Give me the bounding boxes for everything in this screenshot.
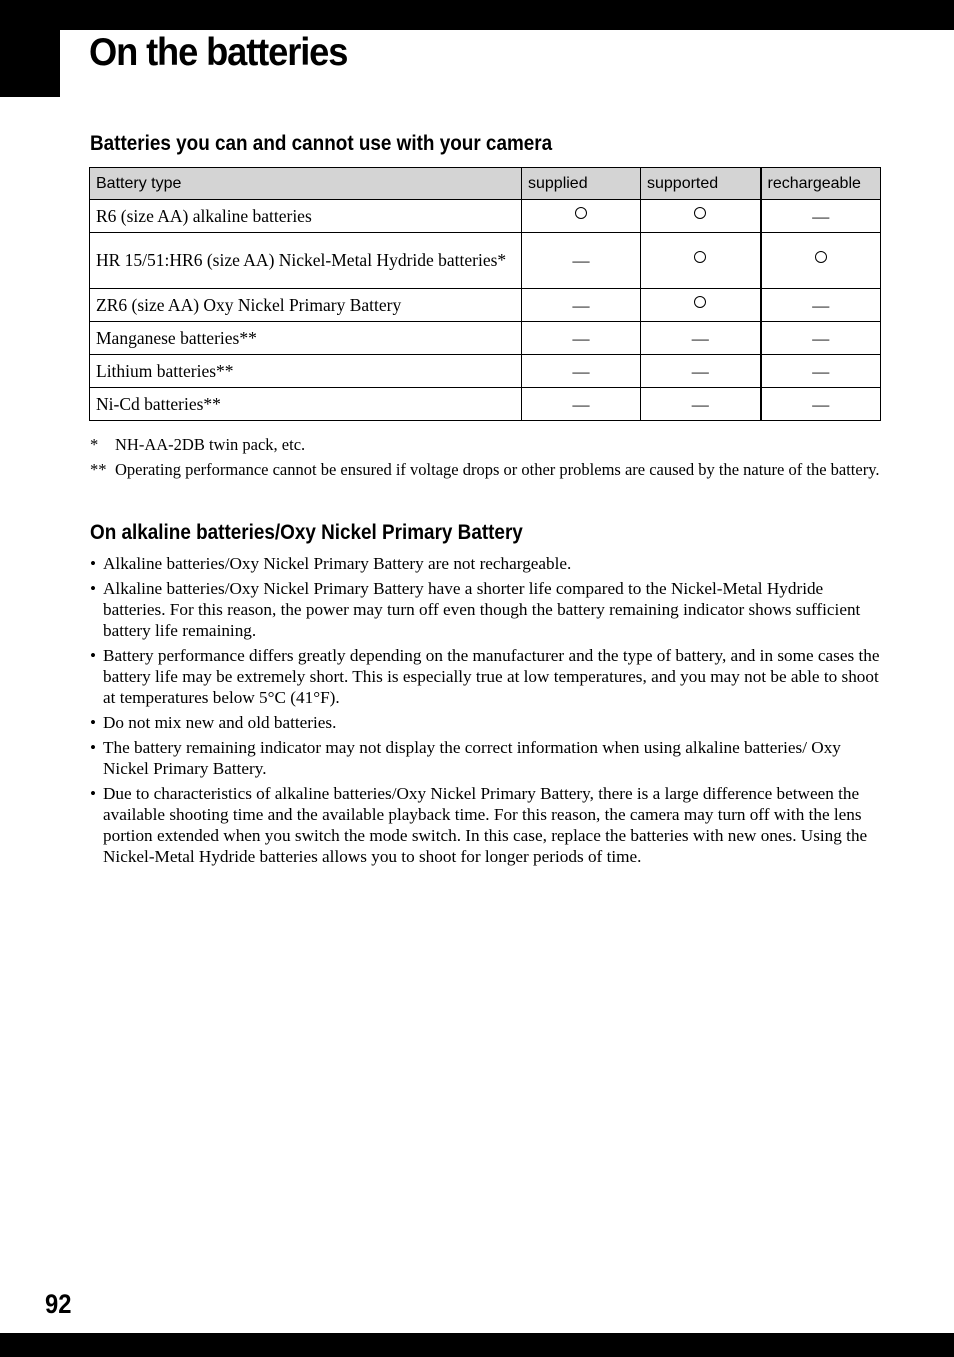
table-header-row (90, 168, 881, 200)
column-header-battery-type: Battery type (90, 168, 522, 200)
dash-icon: — (572, 361, 590, 381)
supplied-cell (522, 388, 641, 421)
supplied-cell (522, 233, 641, 289)
list-item (90, 783, 880, 868)
section-heading-compatible-batteries: Batteries you can and cannot use with your camera (90, 132, 553, 155)
table-row (90, 233, 881, 289)
rechargeable-cell (761, 289, 881, 322)
page-number: 92 (45, 1289, 72, 1319)
circle-icon (815, 251, 827, 263)
table-row (90, 289, 881, 322)
supported-cell (641, 200, 761, 233)
list-item-text: Due to characteristics of alkaline batteries/Oxy Nickel Primary Battery, there is a large difference between the available shooting time and the available playback time. For this reason, the camera may turn off with the lens portion extended when you switch the mode switch. In this case, replace the batteries with new ones. Using the Nickel-Metal Hydride batteries allows you to shoot for longer periods of time. (103, 783, 868, 867)
battery-compatibility-table (89, 167, 881, 421)
rechargeable-cell (761, 322, 881, 355)
rechargeable-cell (761, 233, 881, 289)
dash-icon: — (812, 394, 830, 414)
dash-icon: — (812, 361, 830, 381)
dash-icon: — (572, 394, 590, 414)
table-footnotes (90, 434, 880, 484)
column-header-rechargeable: rechargeable (761, 168, 881, 200)
rechargeable-cell (761, 355, 881, 388)
top-bar (0, 0, 954, 30)
supplied-cell (522, 355, 641, 388)
battery-type-cell: ZR6 (size AA) Oxy Nickel Primary Battery (90, 289, 522, 322)
battery-type-cell: HR 15/51:HR6 (size AA) Nickel-Metal Hydride batteries* (90, 233, 522, 289)
alkaline-notes-list (90, 553, 880, 871)
battery-type-cell: Lithium batteries** (90, 355, 522, 388)
list-item (90, 578, 880, 642)
bullet-icon: • (90, 712, 97, 732)
circle-icon (575, 207, 587, 219)
list-item (90, 737, 880, 779)
rechargeable-cell (761, 200, 881, 233)
list-item-text: Alkaline batteries/Oxy Nickel Primary Battery are not rechargeable. (103, 554, 572, 573)
table-row (90, 388, 881, 421)
dash-icon: — (572, 328, 590, 348)
column-header-supported: supported (641, 168, 761, 200)
circle-icon (694, 207, 706, 219)
battery-type-cell: Ni-Cd batteries** (90, 388, 522, 421)
bullet-icon: • (90, 578, 97, 598)
dash-icon: — (572, 295, 590, 315)
table-row (90, 322, 881, 355)
circle-icon (694, 296, 706, 308)
table-row (90, 355, 881, 388)
circle-icon (694, 251, 706, 263)
supplied-cell (522, 200, 641, 233)
dash-icon: — (812, 328, 830, 348)
dash-icon: — (812, 295, 830, 315)
bottom-bar (0, 1333, 954, 1357)
footnote-marker: ** (90, 460, 107, 479)
supported-cell (641, 233, 761, 289)
table-row (90, 200, 881, 233)
supported-cell (641, 388, 761, 421)
dash-icon: — (572, 251, 590, 270)
list-item-text: Do not mix new and old batteries. (103, 712, 337, 732)
list-item (90, 553, 880, 574)
supported-cell (641, 322, 761, 355)
footnote-marker: * (90, 435, 99, 454)
bullet-icon: • (90, 645, 97, 665)
section-tab-marker (0, 0, 60, 97)
footnote-text: NH-AA-2DB twin pack, etc. (115, 435, 306, 454)
dash-icon: — (691, 328, 709, 348)
dash-icon: — (691, 394, 709, 414)
column-header-supplied: supplied (522, 168, 641, 200)
rechargeable-cell (761, 388, 881, 421)
footnote-text: Operating performance cannot be ensured if voltage drops or other problems are caused by the nature of the battery. (115, 460, 880, 479)
list-item-text: Alkaline batteries/Oxy Nickel Primary Battery have a shorter life compared to the Nickel-Metal Hydride batteries. For this reason, the power may turn off even though the battery remaining indicator shows sufficient battery life remaining. (103, 578, 861, 641)
supplied-cell (522, 289, 641, 322)
bullet-icon: • (90, 737, 97, 757)
dash-icon: — (691, 361, 709, 381)
page-title: On the batteries (89, 31, 348, 74)
section-heading-alkaline-batteries: On alkaline batteries/Oxy Nickel Primary Battery (90, 521, 523, 544)
list-item-text: Battery performance differs greatly depending on the manufacturer and the type of battery, and in some cases the battery life may be extremely short. This is especially true at low temperatures, and you may not be able to shoot at temperatures below 5°C (41°F). (103, 645, 880, 708)
battery-type-cell: R6 (size AA) alkaline batteries (90, 200, 522, 233)
list-item (90, 712, 880, 733)
bullet-icon: • (90, 554, 97, 573)
supported-cell (641, 355, 761, 388)
battery-type-cell: Manganese batteries** (90, 322, 522, 355)
footnote (90, 459, 880, 480)
supplied-cell (522, 322, 641, 355)
footnote (90, 434, 880, 455)
bullet-icon: • (90, 783, 97, 803)
supported-cell (641, 289, 761, 322)
list-item (90, 645, 880, 709)
list-item-text: The battery remaining indicator may not display the correct information when using alkaline batteries/ Oxy Nickel Primary Battery. (103, 737, 841, 778)
dash-icon: — (812, 206, 830, 226)
